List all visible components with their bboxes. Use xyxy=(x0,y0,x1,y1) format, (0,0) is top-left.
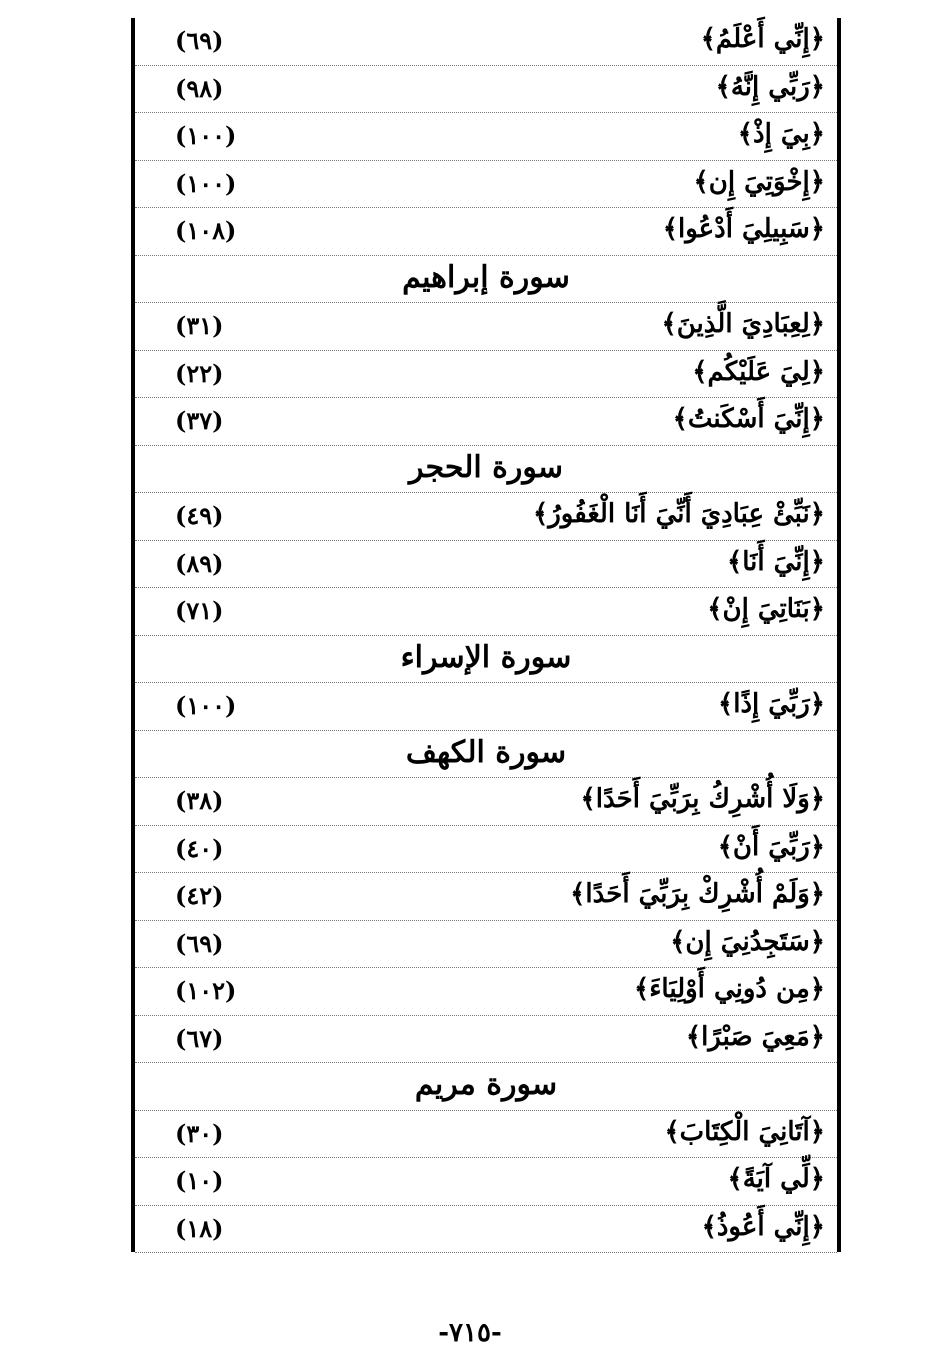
verse-row xyxy=(135,588,837,636)
verse-number: (١٠٠) xyxy=(175,691,237,720)
surah-heading-row xyxy=(135,1063,837,1111)
page-number: -٧١٥- xyxy=(438,1318,502,1348)
verse-number: (٣٧) xyxy=(175,406,224,435)
verse-text: ﴿رَبِّيَ أَنْ﴾ xyxy=(717,831,825,862)
verse-number: (٤٢) xyxy=(175,881,224,910)
verse-text: ﴿مِن دُونِي أَوْلِيَاءَ﴾ xyxy=(633,974,825,1004)
verse-row xyxy=(135,826,837,874)
verse-text: ﴿وَلَمْ أُشْرِكْ بِرَبِّيَ أَحَدًا﴾ xyxy=(570,879,825,909)
verse-number: (١٠) xyxy=(175,1166,224,1195)
verse-number: (٦٩) xyxy=(175,26,224,55)
surah-heading-row xyxy=(135,256,837,304)
verse-row xyxy=(135,18,837,66)
verse-number: (٣٨) xyxy=(175,786,224,815)
verse-text: ﴿سَتَجِدُنِيَ إِن﴾ xyxy=(670,926,825,957)
verse-row xyxy=(135,778,837,826)
verse-row xyxy=(135,161,837,209)
verse-number: (٢٢) xyxy=(175,358,224,388)
verse-row xyxy=(135,208,837,256)
verse-row xyxy=(135,398,837,446)
verse-text: ﴿إِنِّيَ أَسْكَنتُ﴾ xyxy=(672,404,825,434)
verse-number: (١٠٢) xyxy=(175,976,237,1005)
verse-row xyxy=(135,541,837,589)
verse-row xyxy=(135,303,837,351)
verse-text: ﴿إِنِّي أَعُوذُ﴾ xyxy=(701,1211,825,1242)
verse-number: (١٨) xyxy=(175,1213,224,1243)
verse-number: (٣١) xyxy=(175,311,224,340)
verse-number: (١٠٠) xyxy=(175,121,237,150)
verse-text: ﴿لِيَ عَلَيْكُم﴾ xyxy=(692,356,825,387)
verse-text: ﴿إِنِّي أَعْلَمُ﴾ xyxy=(700,24,825,54)
surah-title: سورة الكهف xyxy=(405,734,567,770)
verse-number: (٩٨) xyxy=(175,73,224,103)
verse-text: ﴿وَلَا أُشْرِكُ بِرَبِّيَ أَحَدًا﴾ xyxy=(580,784,825,814)
verse-text: ﴿آتَانِيَ الْكِتَابَ﴾ xyxy=(664,1116,825,1147)
surah-heading-row xyxy=(135,636,837,684)
verse-row xyxy=(135,66,837,114)
verse-row xyxy=(135,1158,837,1206)
verse-text: ﴿رَبِّيَ إِذًا﴾ xyxy=(717,689,825,719)
verse-text: ﴿بِيَ إِذْ﴾ xyxy=(737,119,825,149)
verse-text: ﴿لِّي آيَةً﴾ xyxy=(727,1164,825,1194)
verse-text: ﴿رَبِّي إِنَّهُ﴾ xyxy=(715,71,825,102)
surah-title: سورة إبراهيم xyxy=(402,259,570,295)
verse-row xyxy=(135,351,837,399)
verse-text: ﴿مَعِيَ صَبْرًا﴾ xyxy=(685,1021,825,1052)
verse-text: ﴿بَنَاتِيَ إِنْ﴾ xyxy=(707,594,825,624)
verse-text: ﴿إِخْوَتِيَ إِن﴾ xyxy=(693,166,825,197)
verse-text: ﴿نَبِّئْ عِبَادِيَ أَنِّيَ أَنَا الْغَفُورُ﴾ xyxy=(533,499,825,529)
verse-number: (٤٩) xyxy=(175,501,224,530)
verse-number: (١٠٨) xyxy=(175,216,237,245)
verse-row xyxy=(135,1206,837,1254)
verse-row xyxy=(135,113,837,161)
verse-text: ﴿لِعِبَادِيَ الَّذِينَ﴾ xyxy=(661,309,825,339)
surah-title: سورة الإسراء xyxy=(400,639,572,675)
verse-number: (٦٧) xyxy=(175,1023,224,1053)
index-rows xyxy=(135,18,837,1253)
verse-number: (١٠٠) xyxy=(175,168,237,198)
surah-title: سورة مريم xyxy=(414,1067,558,1102)
verse-text: ﴿سَبِيلِيَ أَدْعُوا﴾ xyxy=(662,214,825,244)
surah-heading-row xyxy=(135,731,837,779)
index-table-frame xyxy=(131,18,841,1252)
verse-number: (٦٩) xyxy=(175,928,224,958)
verse-row xyxy=(135,1111,837,1159)
verse-number: (٤٠) xyxy=(175,833,224,863)
verse-text: ﴿إِنِّيَ أَنَا﴾ xyxy=(726,546,825,577)
verse-row xyxy=(135,968,837,1016)
verse-number: (٨٩) xyxy=(175,548,224,578)
surah-title: سورة الحجر xyxy=(408,449,564,485)
verse-row xyxy=(135,683,837,731)
verse-row xyxy=(135,493,837,541)
verse-row xyxy=(135,873,837,921)
verse-row xyxy=(135,921,837,969)
verse-number: (٣٠) xyxy=(175,1118,224,1148)
verse-number: (٧١) xyxy=(175,596,224,625)
verse-row xyxy=(135,1016,837,1064)
surah-heading-row xyxy=(135,446,837,494)
